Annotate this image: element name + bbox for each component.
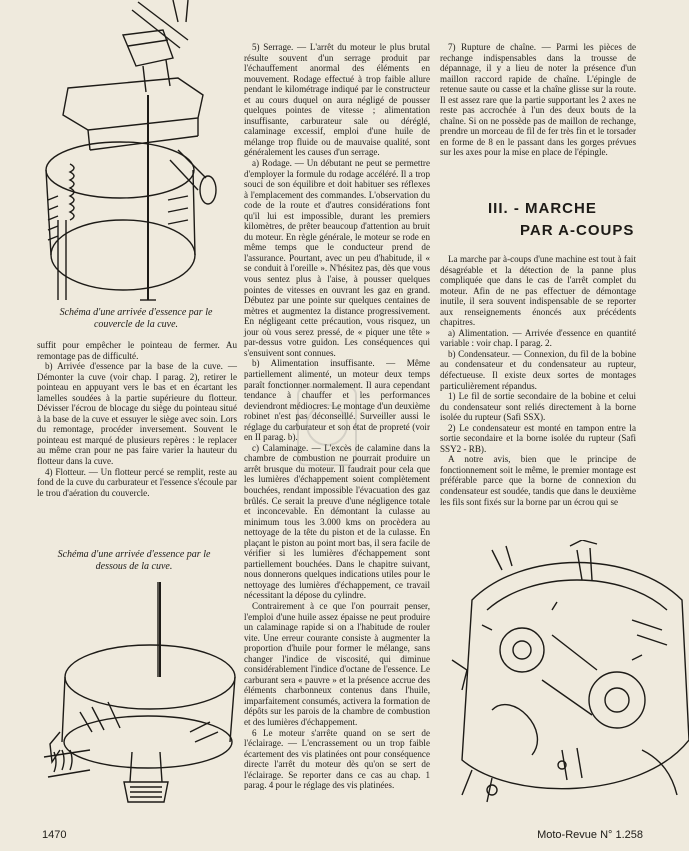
- figure-caption-bottom: Schéma d'une arrivée d'essence par le dessous de la cuve.: [57, 549, 211, 572]
- right-para-montage-2: 2) Le condensateur est monté en tampon entre la sortie secondaire et la borne isolée du rupteur (Safi SSY2 - RB).: [440, 422, 636, 454]
- mid-para-serrage: 5) Serrage. — L'arrêt du moteur le plus brutal résulte souvent d'un serrage produit par l'échauffement anormal des éléments en mouvement. Rodage effectué à trop faible allure pendant le kilométrage indiqué par le constructeur et au cours duquel on aura négligé de pousser quelques pointes de vitesse ; alimentation insuffisante, carburateur sale ou déréglé, calaminage excessif, emploi d'une huile de mélange trop fluide ou de mauvaise qualité, sont généralement les causes d'un serrage.: [244, 42, 430, 158]
- right-para-intro: La marche par à-coups d'une machine est tout à fait désagréable et la détection de la panne plus compliquée que dans le cas de l'arrêt complet du moteur. Afin de ne pas effectuer de démontage inutile, il sera souvent indispensable de se reporter aux renseignements énoncés aux précédents chapitres.: [440, 254, 636, 328]
- right-para-condensateur: b) Condensateur. — Connexion, du fil de la bobine au condensateur et du condensateur au rupteur, défectueuse. Il existe deux sortes de montages particulièrement répandus.: [440, 348, 636, 391]
- right-para-avis: A notre avis, bien que le principe de fonctionnement soit le même, le premier montage est préférable parce que la borne de connexion du condensateur est soudée, tandis que dans le deuxième les fils sont fixés sur la borne par un écrou qui se: [440, 454, 636, 507]
- mid-para-calaminage: c) Calaminage. — L'excès de calamine dans la chambre de combustion ne pourrait produire un arrêt brusque du moteur. Il faudrait pour cela que les lumières d'échappement soient complètement bouchées, rendant impossible l'évacuation des gaz brûlés. Ce serait la preuve d'une négligence totale et inconcevable. En démontant la culasse au minimum tous les 3.000 kms on procèdera au nettoyage de la tête du piston et de la culasse. En plaçant le piston au point mort bas, il sera facile de vérifier si les lumières d'échappement sont partiellement bouchées. Dans le chapitre suivant, nous donnerons quelques indications utiles pour le nettoyage des lumières d'échappement, ce travail nécessitant la dépose du cylindre.: [244, 442, 430, 601]
- contact-breaker-illustration: [432, 540, 689, 808]
- stamp-mark: [296, 385, 358, 467]
- mid-para-rodage: a) Rodage. — Un débutant ne peut se permettre d'employer la formule du rodage accéléré. Il a trop souci de son équilibre et doit habituer ses réflexes à l'emplacement des commandes. L'observation du code de la route et d'autres considérations font qu'il lui est impossible, durant les premiers kilomètres, de prêter beaucoup d'attention au bruit du moteur. En règle générale, le moteur se rode en même temps que le conducteur prend de l'assurance. Pourtant, avec un peu d'habitude, il « se conduit à l'oreille ». N'hésitez pas, dès que vous vous sentez plus à l'aise, à pousser quelques pointes de vitesses en ouvrant les gaz en grand. Débutez par une pointe sur quelques centaines de mètres et augmentez la distance progressivement. En négligeant cette précaution, vous risquez, un jour où vous serez pressé, de « piquer une tête » par-dessus votre guidon. Les conséquences qui s'ensuivent sont connues.: [244, 158, 430, 358]
- magazine-issue: Moto-Revue N° 1.258: [537, 829, 643, 841]
- right-para-chaine: 7) Rupture de chaîne. — Parmi les pièces de rechange indispensables dans la trousse de dépannage, il y a lieu de noter la présence d'un maillon raccord rapide de chaîne. L'épingle de retenue saute ou casse et la chaîne glisse sur la route. Il est assez rare que la partie supportant les 2 axes ne reste pas accrochée à l'un des deux bouts de la chaîne. Si on ne possède pas de maillon de rechange, prendre un morceau de fil de fer très fin et le torsader en forme de 8 en le passant dans les gorges prévues sur les axes pour la mise en place de l'épingle.: [440, 42, 636, 158]
- mid-para-eclairage: 6 Le moteur s'arrête quand on se sert de l'éclairage. — L'encrassement ou un trop faible écartement des vis platinées ont pour conséquence directe l'arrêt du moteur dès qu'on se sert de l'éclairage. Se reporter dans ce cas au chap. 1 parag. 4 pour le réglage des vis platinées.: [244, 727, 430, 791]
- right-para-alimentation: a) Alimentation. — Arrivée d'essence en quantité variable : voir chap. I parag. 2.: [440, 327, 636, 349]
- left-para-2: b) Arrivée d'essence par la base de la cuve. — Démonter la cuve (voir chap. I parag. 2), retirer le pointeau en appuyant vers le bas et en écartant les lamelles soudées à la partie supérieure du flotteur. Dévisser l'écrou de blocage du siège du pointeau situé à la base de la cuve et essuyer le siège avec soin. Lors du remontage, procéder inversement. Souvent le pointeau est marqué de plusieurs repères : le replacer au même cran pour ne pas faire varier la hauteur du flotteur dans la cuve.: [37, 361, 237, 467]
- figure-caption-top: Schéma d'une arrivée d'essence par le couvercle de la cuve.: [59, 307, 213, 330]
- section-heading-line2: PAR A-COUPS: [520, 222, 635, 239]
- right-column-text-2: [440, 254, 636, 507]
- page-number: 1470: [42, 829, 67, 841]
- carburettor-top-feed-illustration: [28, 0, 243, 305]
- carburettor-bottom-feed-illustration: [40, 582, 240, 807]
- left-column-text: [37, 340, 237, 498]
- right-para-montage-1: 1) Le fil de sortie secondaire de la bobine et celui du condensateur sont reliés directement à la borne isolée du rupteur (Safi SSX).: [440, 391, 636, 423]
- left-para-1: suffit pour empêcher le pointeau de fermer. Au remontage pas de difficulté.: [37, 340, 237, 361]
- mid-para-alimentation: b) Alimentation insuffisante. — Même partiellement alimenté, un moteur deux temps paraît fonctionner normalement. Il aura cependant tendance à chauffer et les performances deviendront médiocres. Le montage d'un deuxième robinet n'est pas déconseillé. Surveiller aussi le réglage du carburateur et son état de propreté (voir en II parag. b).: [244, 358, 430, 443]
- right-column-text: [440, 42, 636, 158]
- section-heading-line1: III. - MARCHE: [488, 200, 597, 217]
- mid-para-huile: Contrairement à ce que l'on pourrait penser, l'emploi d'une huile assez épaisse ne peut produire un calaminage rapide si on a l'habitude de rouler vite. Une erreur courante consiste à augmenter la proportion d'huile pour former le mélange, sans changer l'indice de viscosité, qui diminue considérablement l'indice d'octane de l'essence. Le carburant sera « pauvre » et la présence accrue des éléments charbonneux contenus dans l'huile, imparfaitement consumés, activera la formation de dépôts sur les parois de la chambre de combustion et des lumières d'échappement.: [244, 600, 430, 727]
- left-para-3: 4) Flotteur. — Un flotteur percé se remplit, reste au fond de la cuve du carburateur et l'essence s'écoule par le trou d'aération du couvercle.: [37, 466, 237, 498]
